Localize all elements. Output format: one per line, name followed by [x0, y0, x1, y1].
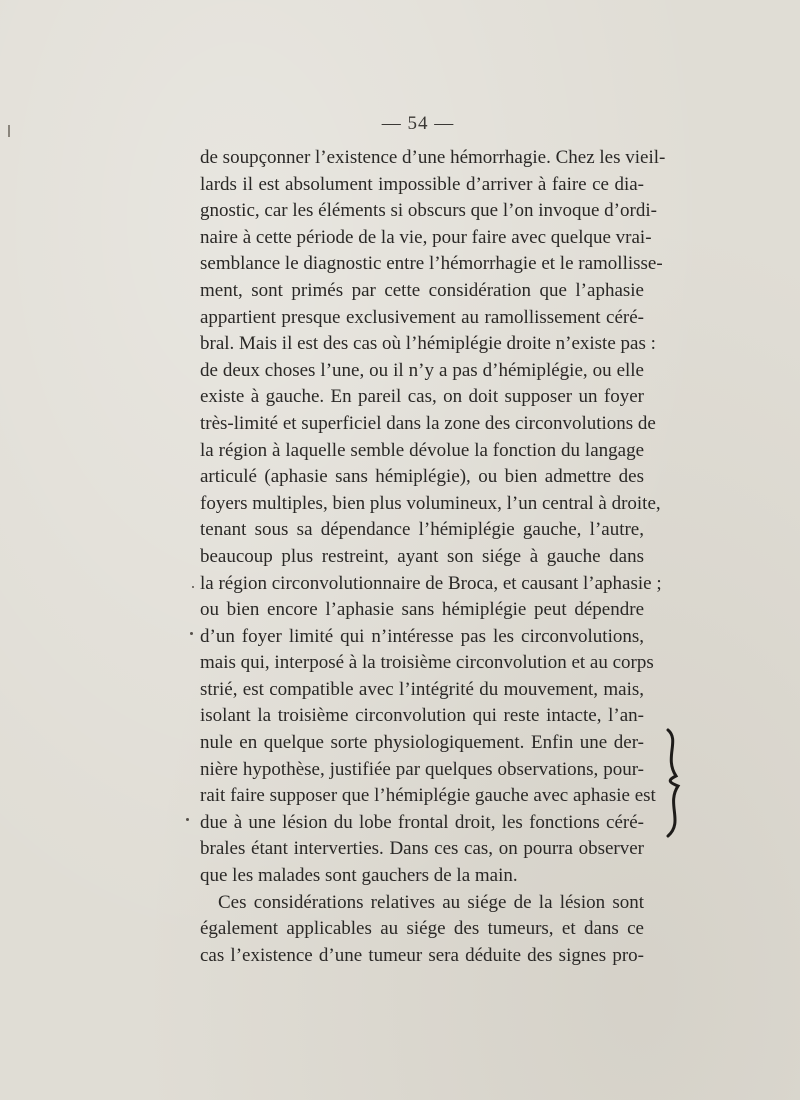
text-line: tenant sous sa dépendance l’hémiplégie gauche, l’autre, — [200, 519, 644, 541]
text-line: la région circonvolutionnaire de Broca, et causant l’aphasie ; — [200, 572, 662, 594]
text-line: d’un foyer limité qui n’intéresse pas les circonvolutions, — [200, 625, 644, 647]
text-line: existe à gauche. En pareil cas, on doit supposer un foyer — [200, 386, 644, 408]
text-line: beaucoup plus restreint, ayant son siége à gauche dans — [200, 545, 644, 567]
text-line: très-limité et superficiel dans la zone des circonvolutions de — [200, 412, 656, 434]
ink-speck — [186, 818, 189, 821]
ink-speck — [192, 586, 194, 588]
text-line: isolant la troisième circonvolution qui reste intacte, l’an- — [200, 705, 644, 727]
page-number: — 54 — — [381, 113, 455, 134]
text-line: Ces considérations relatives au siége de la lésion sont — [218, 891, 644, 913]
text-line: strié, est compatible avec l’intégrité du mouvement, mais, — [200, 678, 644, 700]
text-line: également applicables au siége des tumeurs, et dans ce — [200, 918, 644, 940]
text-line: nule en quelque sorte physiologiquement. Enfin une der- — [200, 732, 644, 754]
text-line: ment, sont primés par cette considération que l’aphasie — [200, 279, 644, 301]
body-text — [200, 145, 666, 969]
text-line: due à une lésion du lobe frontal droit, les fonctions céré- — [200, 811, 644, 833]
text-line: bral. Mais il est des cas où l’hémiplégie droite n’existe pas : — [200, 333, 656, 355]
text-line: naire à cette période de la vie, pour faire avec quelque vrai- — [200, 226, 652, 248]
text-line: de deux choses l’une, ou il n’y a pas d’hémiplégie, ou elle — [200, 359, 644, 381]
text-line: semblance le diagnostic entre l’hémorrhagie et le ramollisse- — [200, 253, 663, 275]
text-line: lards il est absolument impossible d’arriver à faire ce dia- — [200, 173, 644, 195]
text-line: que les malades sont gauchers de la main. — [200, 865, 518, 887]
text-line: nière hypothèse, justifiée par quelques observations, pour- — [200, 758, 644, 780]
text-line: brales étant interverties. Dans ces cas, on pourra observer — [200, 838, 644, 860]
ink-speck — [190, 632, 193, 635]
text-line: de soupçonner l’existence d’une hémorrhagie. Chez les vieil- — [200, 147, 666, 168]
text-line: foyers multiples, bien plus volumineux, l’un central à droite, — [200, 492, 661, 514]
handwritten-brace-mark — [660, 728, 690, 838]
text-line: cas l’existence d’une tumeur sera déduite des signes pro- — [200, 944, 644, 966]
text-line: rait faire supposer que l’hémiplégie gauche avec aphasie est — [200, 785, 656, 807]
text-line: appartient presque exclusivement au ramollissement céré- — [200, 306, 644, 328]
text-line: gnostic, car les éléments si obscurs que l’on invoque d’ordi- — [200, 200, 657, 222]
text-line: articulé (aphasie sans hémiplégie), ou bien admettre des — [200, 466, 644, 488]
text-line: la région à laquelle semble dévolue la fonction du langage — [200, 439, 644, 461]
text-line: mais qui, interposé à la troisième circonvolution et au corps — [200, 652, 654, 674]
text-line: ou bien encore l’aphasie sans hémiplégie peut dépendre — [200, 599, 644, 621]
